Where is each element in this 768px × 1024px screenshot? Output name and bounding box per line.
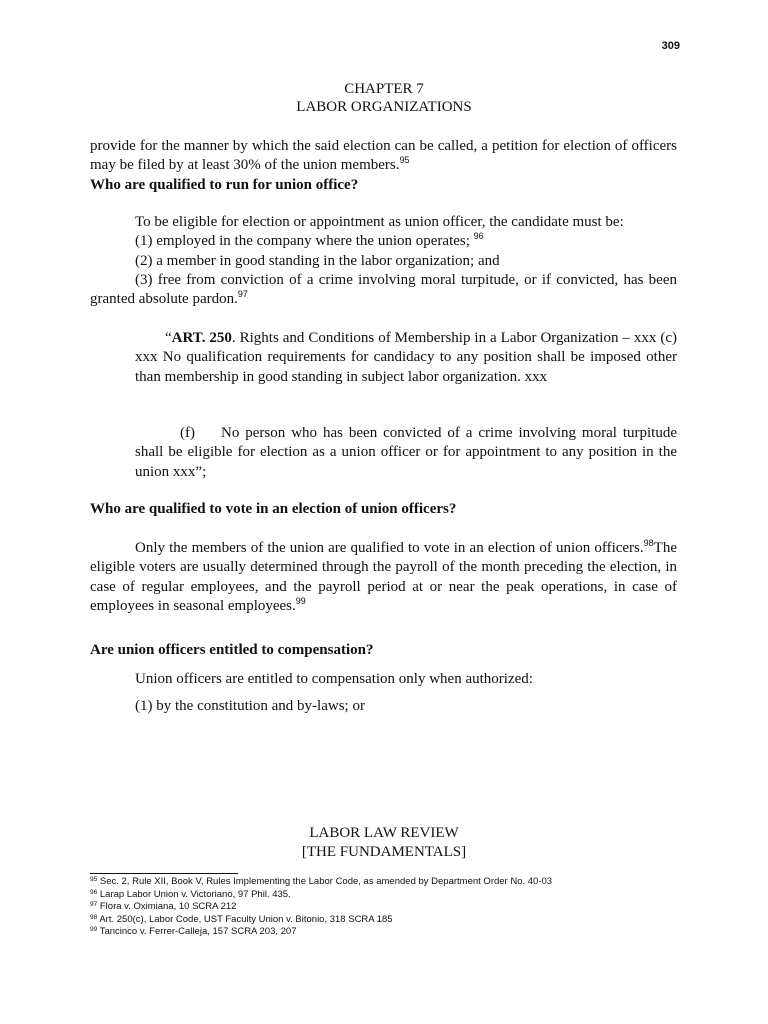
compensation-item-1: (1) by the constitution and by-laws; or: [135, 698, 365, 714]
footnote-ref: 98: [643, 538, 654, 548]
footnote-ref: 97: [237, 289, 248, 300]
article-quote: [90, 329, 677, 387]
question-block-compensation: [90, 641, 677, 660]
eligibility-item-3: (3) free from conviction of a crime involving moral turpitude, or if convicted, has been granted absolute pardon.$^{97}$: [90, 271, 677, 308]
footnote-ref: 95: [399, 155, 410, 166]
footnotes: [90, 876, 710, 939]
footnote-ref: 96: [473, 231, 484, 242]
chapter-number: CHAPTER 7: [344, 81, 424, 97]
article-ref: ART. 250: [171, 330, 232, 346]
page-number: 309: [661, 40, 680, 52]
footnote-separator: [90, 873, 238, 874]
compensation-lead: Union officers are entitled to compensation only when authorized:: [135, 671, 533, 687]
article-quote-f: [90, 424, 677, 482]
footnote-95: $^{95}$ Sec. 2, Rule XII, Book V, Rules Implementing the Labor Code, as amended by Department Order No. 40-03: [90, 876, 553, 887]
question-compensation: Are union officers entitled to compensation?: [90, 642, 374, 658]
quote-paragraph-c: “ART. 250. Rights and Conditions of Membership in a Labor Organization – xxx (c) xxx No qualification requirements for candidacy to any position shall be imposed other than membership in good standing in subject labor organization. xxx: [135, 330, 677, 385]
eligibility-item-1: (1) employed in the company where the union operates; $^{96}$: [135, 231, 484, 250]
footnote-96: $^{96}$ Larap Labor Union v. Victoriano, 97 Phil. 435.: [90, 888, 291, 900]
quote-paragraph-f: (f) No person who has been convicted of a crime involving moral turpitude shall be eligible for election as a union officer or for appointment to any position in the union xxx”;: [135, 425, 677, 480]
intro-block: [90, 137, 677, 195]
chapter-title: LABOR ORGANIZATIONS: [296, 99, 472, 115]
eligibility-item-2: (2) a member in good standing in the labor organization; and: [135, 252, 500, 269]
eligibility-lead: To be eligible for election or appointment as union officer, the candidate must be:: [135, 214, 624, 230]
footnote-99: $^{99}$ Tancinco v. Ferrer-Calleja, 157 SCRA 203, 207: [90, 926, 297, 938]
eligibility-block: [90, 213, 677, 309]
intro-paragraph: provide for the manner by which the said election can be called, a petition for election of officers may be filed by at least 30% of the union members.$^{95}$: [90, 138, 677, 174]
footnote-97: $^{97}$ Flora v. Oximiana, 10 SCRA 212: [90, 901, 237, 913]
compensation-item-block: [90, 697, 677, 716]
voters-paragraph: Only the members of the union are qualified to vote in an election of union officers.$^{98}$The eligible voters are usually determined through the payroll of the month preceding the election, in case of regular employees, and the payroll period at or near the peak operations, in case of employees in seasonal employees.$^{99}$: [90, 538, 677, 614]
voters-block: [90, 539, 677, 616]
question-block-vote: [90, 500, 677, 519]
compensation-lead-block: [90, 670, 677, 689]
running-footer-subtitle: [THE FUNDAMENTALS]: [301, 844, 467, 860]
footnote-ref: 99: [295, 595, 306, 606]
question-vote: Who are qualified to vote in an election of union officers?: [90, 501, 457, 517]
running-footer-title: LABOR LAW REVIEW: [309, 825, 459, 841]
question-run-for-office: Who are qualified to run for union office?: [90, 176, 359, 193]
footnote-98: $^{98}$ Art. 250(c), Labor Code, UST Faculty Union v. Bitonio, 318 SCRA 185: [90, 913, 393, 925]
